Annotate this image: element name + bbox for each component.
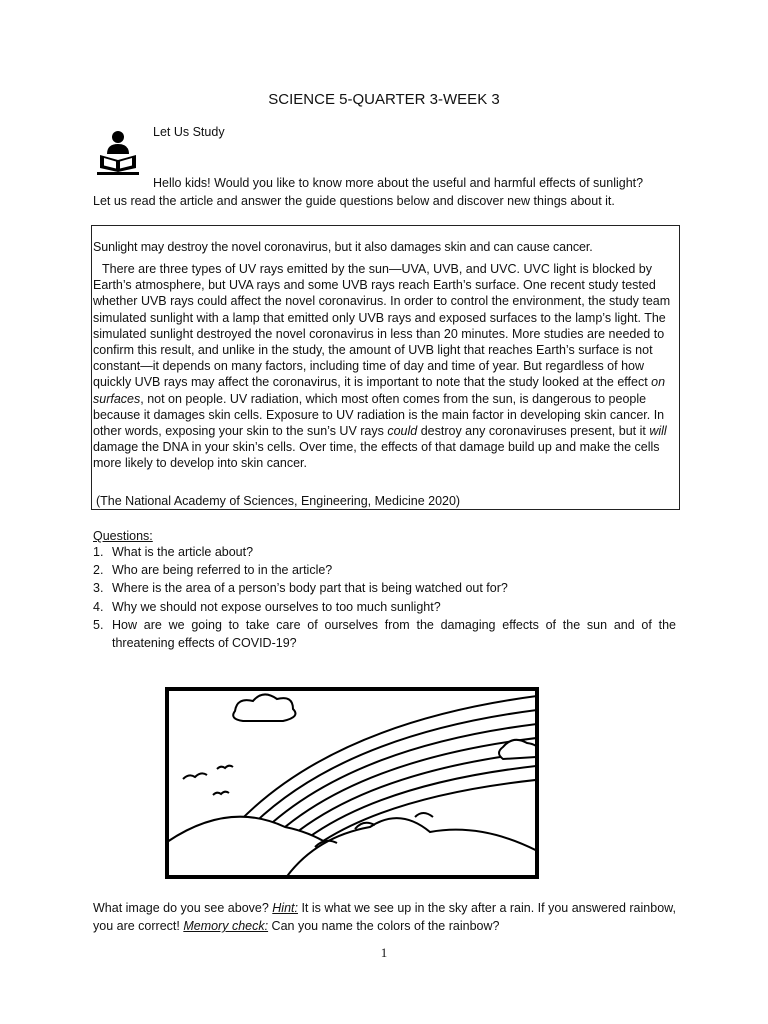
question-text: Why we should not expose ourselves to too much sunlight?: [112, 599, 441, 614]
rainbow-illustration: [165, 687, 539, 879]
article-title: Sunlight may destroy the novel coronavirus, but it also damages skin and can cause cancer.: [93, 240, 593, 254]
closing-text: What image do you see above?: [93, 901, 273, 915]
questions-heading: Questions:: [93, 529, 153, 543]
question-text: Who are being referred to in the article?: [112, 563, 333, 578]
article-emphasis: on surfaces: [93, 375, 666, 406]
question-item: [93, 616, 676, 652]
article-source: (The National Academy of Sciences, Engineering, Medicine 2020): [96, 494, 461, 508]
article-text: There are three types of UV rays emitted by the sun—UVA, UVB, and UVC. UVC light is blocked by Earth’s atmosphere, but UVA rays and some UVB rays reach Earth’s surface. One recent study tested whether UVB rays could affect the novel coronavirus. In order to control the environment, the study team simulated sunlight with a lamp that emitted only UVB rays and exposed surfaces to the lamp’s light. The simulated sunlight destroyed the novel coronavirus in less than 20 minutes. More studies are needed to confirm this result, and unlike in the study, the amount of UVB light that reaches Earth’s surface is not constant—it depends on many factors, including time of day and time of year. But regardless of how quickly UVB rays may affect the coronavirus, it is important to note that the study looked at the effect: [93, 262, 671, 390]
question-number: 4.: [93, 599, 104, 614]
article-emphasis: could: [387, 424, 418, 439]
hint-label: Hint:: [272, 901, 298, 915]
question-number: 5.: [93, 617, 104, 632]
intro-line: Hello kids! Would you like to know more about the useful and harmful effects of sunlight?: [153, 176, 644, 190]
article-text: destroy any coronaviruses present, but it: [417, 424, 650, 439]
question-text: How are we going to take care of ourselves from the damaging effects of the sun and of the threatening effects of COVID-19?: [112, 617, 676, 651]
question-number: 2.: [93, 563, 104, 578]
question-text: Where is the area of a person’s body part that is being watched out for?: [112, 581, 508, 596]
question-number: 3.: [93, 581, 104, 596]
question-number: 1.: [93, 545, 104, 559]
memory-check-label: Memory check:: [183, 919, 269, 933]
section-heading: Let Us Study: [153, 125, 225, 139]
article-text: damage the DNA in your skin’s cells. Over time, the effects of that damage build up and make the cells more likely to develop into skin cancer.: [93, 440, 660, 471]
question-item: [93, 598, 676, 616]
page-title: SCIENCE 5-QUARTER 3-WEEK 3: [268, 91, 500, 108]
article-text: , not on people. UV radiation, which most often comes from the sun, is dangerous to people because it damages skin cells. Exposure to UV radiation is the main factor in developing skin cancer. In other words, exposing your skin to the sun’s UV rays: [93, 391, 665, 439]
questions-list: [93, 543, 676, 652]
closing-paragraph: [93, 899, 683, 935]
reading-person-icon: [94, 130, 142, 176]
question-item: [93, 543, 676, 561]
question-item: [93, 579, 676, 597]
question-item: [93, 561, 676, 579]
page-number: 1: [380, 945, 388, 960]
article-body: [93, 261, 678, 472]
article-emphasis: will: [649, 424, 667, 439]
intro-paragraph: [93, 174, 683, 210]
closing-text: It is what we see up in the sky after a rain. If you answered rainbow, you are correct!: [93, 901, 676, 933]
intro-line: Let us read the article and answer the guide questions below and discover new things about it.: [93, 194, 615, 208]
question-text: What is the article about?: [112, 545, 254, 559]
closing-text: Can you name the colors of the rainbow?: [268, 919, 500, 933]
